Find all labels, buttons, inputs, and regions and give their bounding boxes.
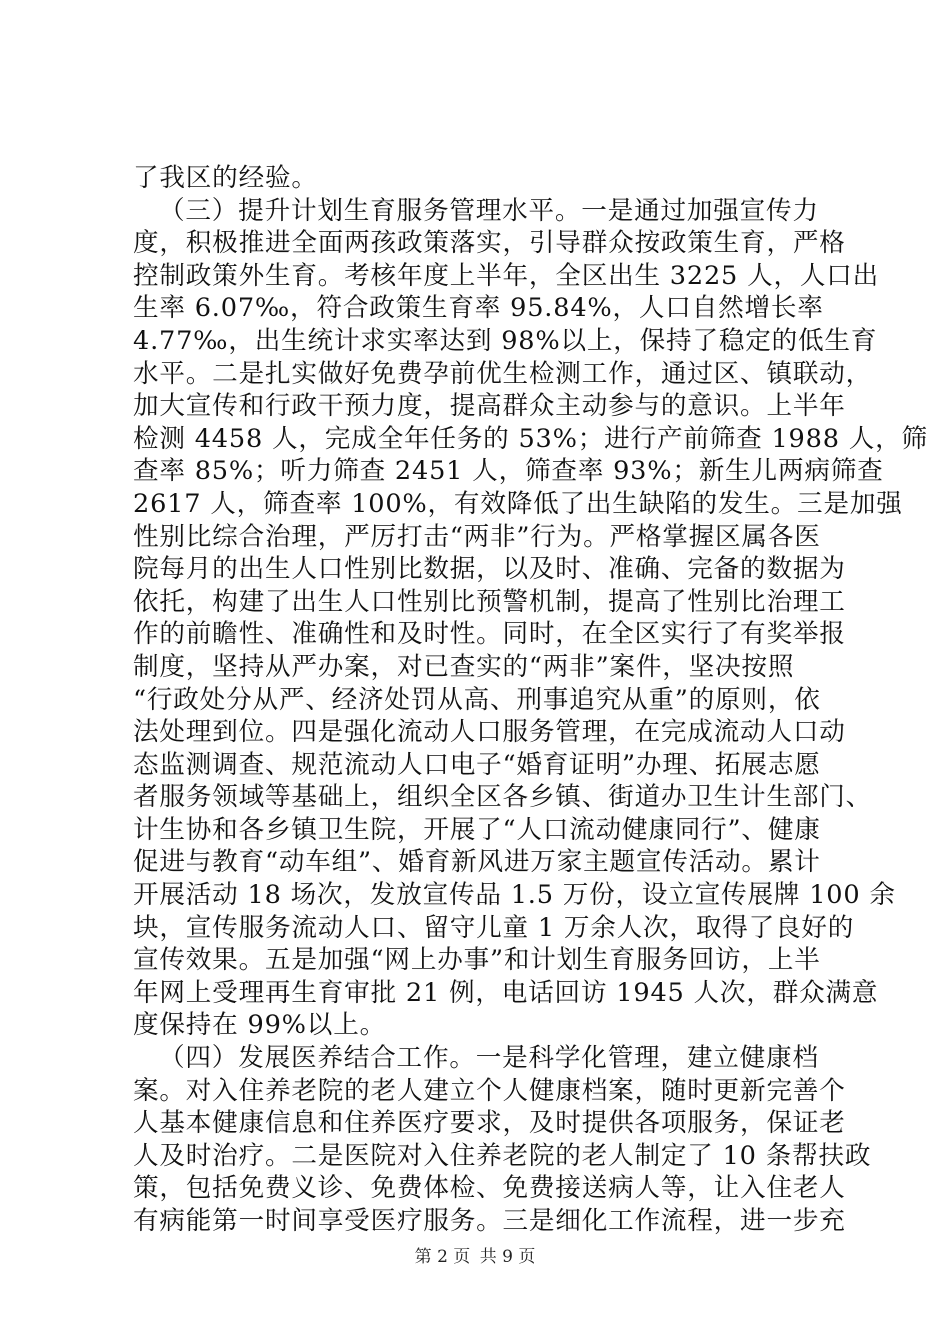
text-line: 加大宣传和行政干预力度，提高群众主动参与的意识。上半年 (133, 391, 846, 422)
text-line: 年网上受理再生育审批 21 例，电话回访 1945 人次，群众满意 (133, 977, 879, 1008)
text-line: 案。对入住养老院的老人建立个人健康档案，随时更新完善个 (133, 1075, 846, 1106)
text-line: 计生协和各乡镇卫生院，开展了“人口流动健康同行”、健康 (133, 814, 821, 845)
page-total: 共 9 页 (479, 1247, 536, 1267)
text-line: “行政处分从严、经济处罚从高、刑事追究从重”的原则，依 (133, 684, 821, 715)
text-line: 控制政策外生育。考核年度上半年，全区出生 3225 人，人口出 (133, 260, 880, 291)
text-line: 度，积极推进全面两孩政策落实，引导群众按政策生育，严格 (133, 228, 846, 259)
text-line: 态监测调查、规范流动人口电子“婚育证明”办理、拓展志愿 (133, 749, 821, 780)
paragraph-start-line: （三）提升计划生育服务管理水平。一是通过加强宣传力 (159, 195, 819, 226)
text-line: 院每月的出生人口性别比数据，以及时、准确、完备的数据为 (133, 554, 846, 585)
text-line: 人基本健康信息和住养医疗要求，及时提供各项服务，保证老 (133, 1108, 846, 1139)
text-line: 开展活动 18 场次，发放宣传品 1.5 万份，设立宣传展牌 100 余 (133, 880, 896, 911)
text-line: 促进与教育“动车组”、婚育新风进万家主题宣传活动。累计 (133, 847, 821, 878)
text-line: 策，包括免费义诊、免费体检、免费接送病人等，让入住老人 (133, 1173, 846, 1204)
text-line: 依托，构建了出生人口性别比预警机制，提高了性别比治理工 (133, 586, 846, 617)
text-line: 查率 85%；听力筛查 2451 人，筛查率 93%；新生儿两病筛查 (133, 456, 884, 487)
text-line: 4.77‰，出生统计求实率达到 98%以上，保持了稳定的低生育 (133, 325, 878, 356)
text-line: 有病能第一时间享受医疗服务。三是细化工作流程，进一步充 (133, 1206, 846, 1236)
document-body (133, 162, 928, 1238)
text-line: 者服务领域等基础上，组织全区各乡镇、街道办卫生计生部门、 (133, 782, 873, 813)
text-line: 人及时治疗。二是医院对入住养老院的老人制定了 10 条帮扶政 (133, 1140, 872, 1171)
text-line: 了我区的经验。 (133, 163, 318, 193)
text-line: 宣传效果。五是加强“网上办事”和计划生育服务回访，上半 (133, 945, 821, 976)
text-line: 2617 人，筛查率 100%，有效降低了出生缺陷的发生。三是加强 (133, 488, 903, 519)
text-line: 检测 4458 人，完成全年任务的 53%；进行产前筛查 1988 人，筛 (133, 423, 928, 454)
paragraph-start-line: （四）发展医养结合工作。一是科学化管理，建立健康档 (159, 1043, 819, 1074)
text-line: 作的前瞻性、准确性和及时性。同时，在全区实行了有奖举报 (133, 619, 846, 650)
page-footer (0, 1242, 950, 1267)
text-line: 生率 6.07‰，符合政策生育率 95.84%，人口自然增长率 (133, 293, 824, 324)
page-number: 第 2 页 (414, 1247, 471, 1267)
text-line: 性别比综合治理，严厉打击“两非”行为。严格掌握区属各医 (133, 521, 821, 552)
text-line: 制度，坚持从严办案，对已查实的“两非”案件，坚决按照 (133, 651, 795, 682)
text-line: 法处理到位。四是强化流动人口服务管理，在完成流动人口动 (133, 717, 846, 748)
text-line: 水平。二是扎实做好免费孕前优生检测工作，通过区、镇联动， (133, 358, 873, 389)
text-line: 度保持在 99%以上。 (133, 1010, 386, 1041)
text-line: 块，宣传服务流动人口、留守儿童 1 万余人次，取得了良好的 (133, 912, 855, 943)
